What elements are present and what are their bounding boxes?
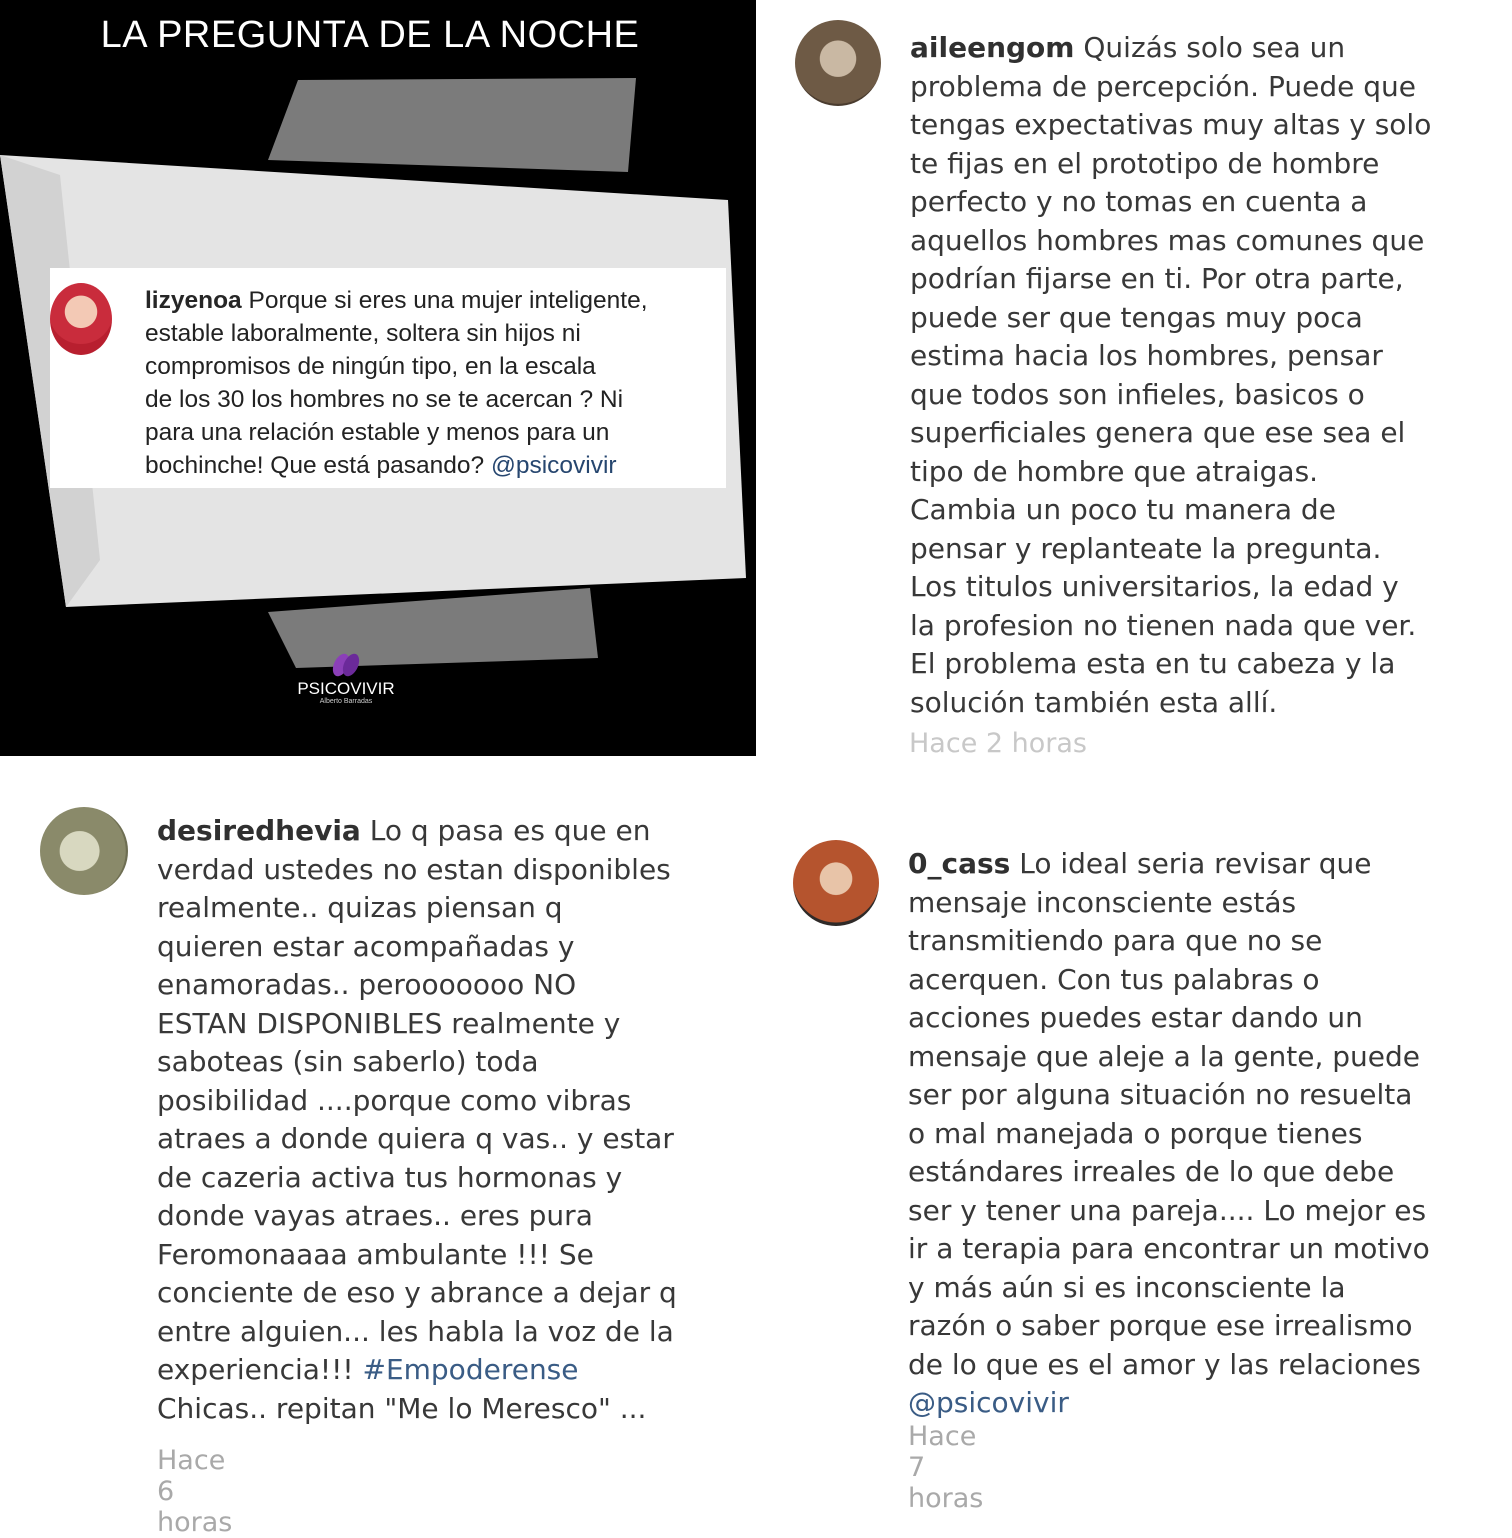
comment-line: tengas expectativas muy altas y solo [910, 108, 1432, 141]
mention-link[interactable]: @psicovivir [490, 452, 617, 479]
comment-line: quieren estar acompañadas y [157, 929, 575, 963]
logo-icon [326, 650, 366, 680]
comment-line: tipo de hombre que atraigas. [910, 454, 1319, 488]
comment-line: donde vayas atraes.. eres pura [157, 1199, 593, 1232]
hashtag-link[interactable]: #Empoderense [362, 1353, 579, 1386]
mention-link[interactable]: @psicovivir [908, 1386, 1069, 1419]
comment-line: experiencia!!! [157, 1353, 354, 1386]
comment-line: aquellos hombres mas comunes que [910, 223, 1425, 257]
comment-username[interactable]: aileengom [910, 31, 1075, 64]
question-line: estable laboralmente, soltera sin hijos ni [145, 320, 581, 347]
comment-line: problema de percepción. Puede que [910, 69, 1416, 103]
avatar[interactable] [793, 840, 879, 926]
comment-line: verdad ustedes no estan disponibles [157, 852, 671, 886]
comment-line: de cazeria activa tus hormonas y [157, 1160, 623, 1194]
avatar[interactable] [50, 283, 112, 355]
comment-line: podrían fijarse en ti. Por otra parte, [910, 262, 1404, 295]
logo-name: PSICOVIVIR [297, 679, 395, 698]
question-line: compromisos de ningún tipo, en la escala [145, 353, 596, 380]
timestamp-clip [905, 728, 1205, 759]
comment-line: ser y tener una pareja.... Lo mejor es [908, 1193, 1427, 1227]
question-text [145, 284, 720, 482]
avatar[interactable] [795, 20, 881, 106]
comment-line: acerquen. Con tus palabras o [908, 962, 1320, 996]
comment-line: o mal manejada o porque tienes [908, 1116, 1363, 1150]
comment-timestamp: Hace 6 horas [157, 1445, 233, 1538]
comment-line: Lo q pasa es que en [369, 814, 651, 847]
comment-line: atraes a donde quiera q vas.. y estar [157, 1122, 674, 1155]
comment-line: mensaje inconsciente estás [908, 885, 1297, 919]
question-line: bochinche! Que está pasando? [145, 452, 485, 479]
comment-line: y más aún si es inconsciente la [908, 1270, 1346, 1304]
comment-line: Cambia un poco tu manera de [910, 493, 1336, 526]
comment-line: te fijas en el prototipo de hombre [910, 146, 1380, 180]
question-line: de los 30 los hombres no se te acercan ? Ni [145, 386, 624, 413]
comment-text [910, 29, 1500, 722]
question-panel [0, 0, 756, 756]
comment-line: saboteas (sin saberlo) toda [157, 1045, 539, 1078]
panel-title: LA PREGUNTA DE LA NOCHE [100, 14, 640, 56]
comment-line: ir a terapia para encontrar un motivo [908, 1232, 1430, 1265]
comment-username[interactable]: desiredhevia [157, 814, 361, 847]
avatar[interactable] [40, 807, 128, 895]
comment-timestamp: Hace 7 horas [908, 1421, 984, 1514]
comment-line: Chicas.. repitan "Me lo Meresco" ... [157, 1391, 647, 1425]
comment-line: realmente.. quizas piensan q [157, 891, 563, 924]
comment-line: Feromonaaaa ambulante !!! Se [157, 1237, 594, 1271]
comment-line: ser por alguna situación no resuelta [908, 1078, 1413, 1111]
comment-line: la profesion no tienen nada que ver. [910, 608, 1417, 642]
comment-line: El problema esta en tu cabeza y la [910, 647, 1396, 680]
comment-line: de lo que es el amor y las relaciones [908, 1347, 1421, 1381]
logo-subtitle: Alberto Barradas [319, 698, 373, 705]
comment-line: pensar y replanteate la pregunta. [910, 531, 1382, 565]
comment-line: estima hacia los hombres, pensar [910, 339, 1383, 372]
comment-line: conciente de eso y abrance a dejar q [157, 1276, 677, 1309]
comment-line: que todos son infieles, basicos o [910, 377, 1365, 411]
comment-text [908, 845, 1498, 1423]
comment-line: perfecto y no tomas en cuenta a [910, 185, 1368, 218]
comment-line: Los titulos universitarios, la edad y [910, 570, 1399, 603]
comment-line: puede ser que tengas muy poca [910, 300, 1363, 334]
comment-line: mensaje que aleje a la gente, puede [908, 1039, 1421, 1073]
comment-line: enamoradas.. perooooooo NO [157, 968, 577, 1001]
question-username[interactable]: lizyenoa [145, 287, 242, 314]
psicovivir-logo [290, 650, 402, 710]
comment-line: entre alguien... les habla la voz de la [157, 1314, 674, 1348]
comment-line: Lo ideal seria revisar que [1019, 847, 1372, 880]
comment-line: estándares irreales de lo que debe [908, 1155, 1395, 1188]
comment-text [157, 812, 737, 1428]
comment-line: Quizás solo sea un [1083, 31, 1346, 64]
comment-line: posibilidad ....porque como vibras [157, 1083, 632, 1117]
comment-line: solución también esta allí. [910, 685, 1278, 719]
question-line: para una relación estable y menos para un [145, 419, 610, 446]
comment-username[interactable]: 0_cass [908, 847, 1011, 880]
comment-line: transmitiendo para que no se [908, 924, 1323, 957]
comment-line: razón o saber porque ese irrealismo [908, 1309, 1413, 1342]
comment-line: ESTAN DISPONIBLES realmente y [157, 1006, 621, 1040]
question-line: Porque si eres una mujer inteligente, [248, 287, 648, 314]
comment-line: acciones puedes estar dando un [908, 1001, 1363, 1034]
comment-timestamp: Hace 2 horas [909, 728, 1087, 759]
comment-line: superficiales genera que ese sea el [910, 416, 1406, 449]
